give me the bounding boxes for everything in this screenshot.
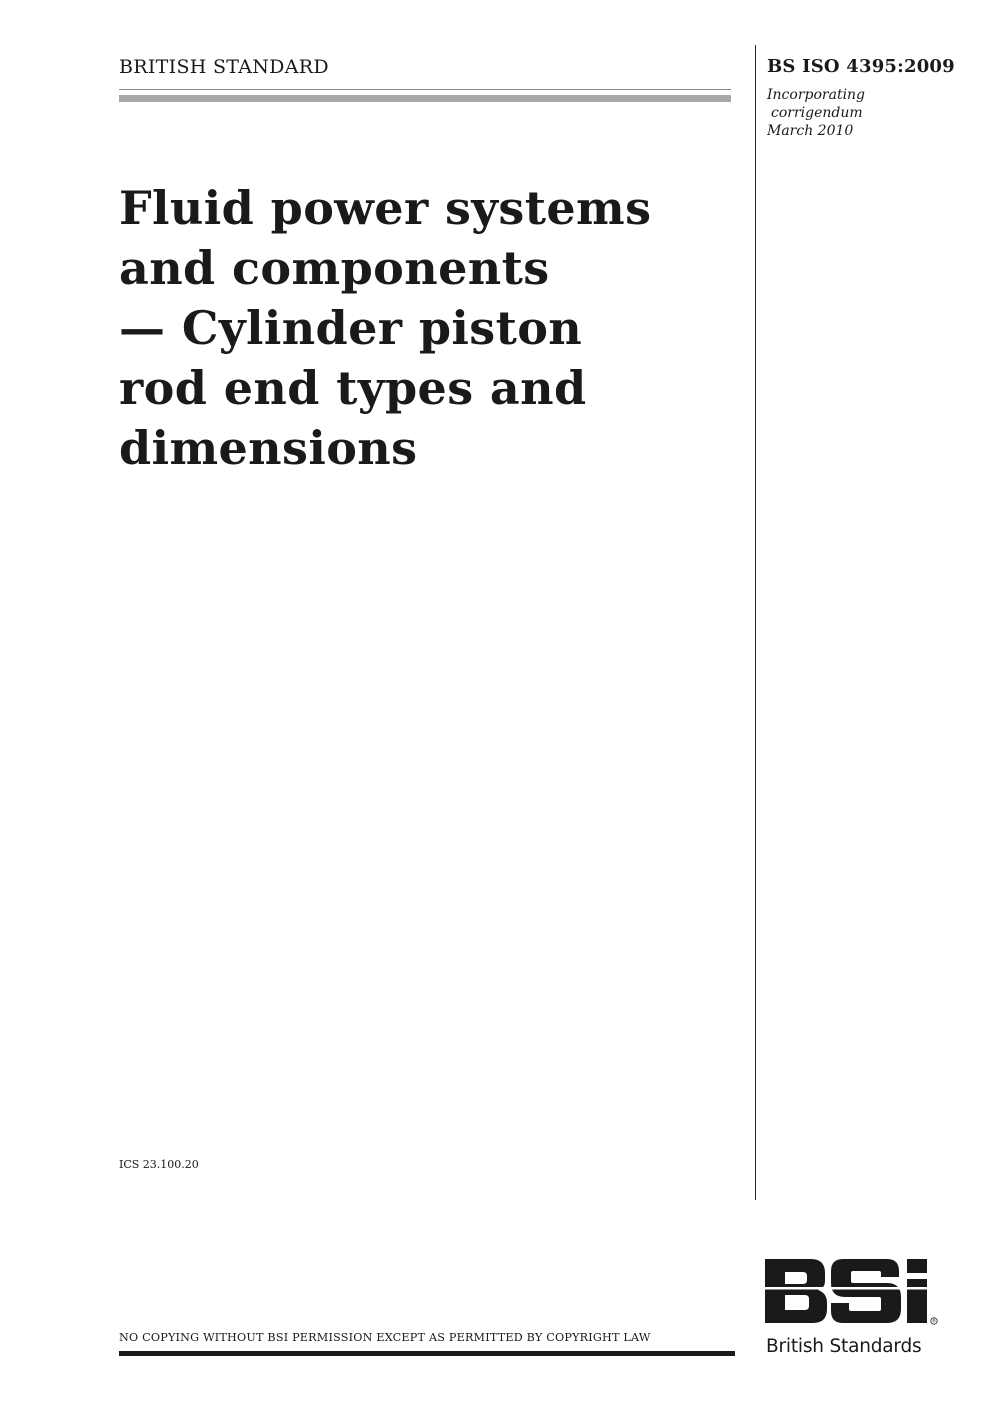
amendment-line: Incorporating <box>767 87 866 103</box>
logo-letter-i-dot <box>907 1259 927 1273</box>
brand-name: British Standards <box>766 1336 922 1357</box>
amendment-line: March 2010 <box>767 123 854 139</box>
title-line: rod end types and <box>119 361 587 415</box>
document-title <box>119 178 739 478</box>
footer-rule <box>119 1351 735 1356</box>
copyright-notice: NO COPYING WITHOUT BSI PERMISSION EXCEPT AS PERMITTED BY COPYRIGHT LAW <box>119 1331 651 1344</box>
title-line: and components <box>119 241 550 295</box>
amendment-note <box>767 86 865 140</box>
title-line: Fluid power systems <box>119 181 652 235</box>
document-type-label: BRITISH STANDARD <box>119 56 329 78</box>
logo-letter-i-stem <box>907 1279 927 1323</box>
header-rule-thin <box>119 89 731 90</box>
amendment-line: corrigendum <box>771 105 863 121</box>
standard-number: BS ISO 4395:2009 <box>767 56 955 77</box>
logo-stripe <box>763 1287 933 1290</box>
ics-code: ICS 23.100.20 <box>119 1158 199 1171</box>
logo-letter-s <box>831 1259 901 1323</box>
title-line: dimensions <box>119 421 418 475</box>
logo-letter-b <box>765 1259 827 1323</box>
title-line: — Cylinder piston <box>119 301 583 355</box>
header-rule-thick <box>119 95 731 102</box>
registered-mark: ® <box>931 1319 937 1325</box>
margin-divider <box>755 45 756 1200</box>
